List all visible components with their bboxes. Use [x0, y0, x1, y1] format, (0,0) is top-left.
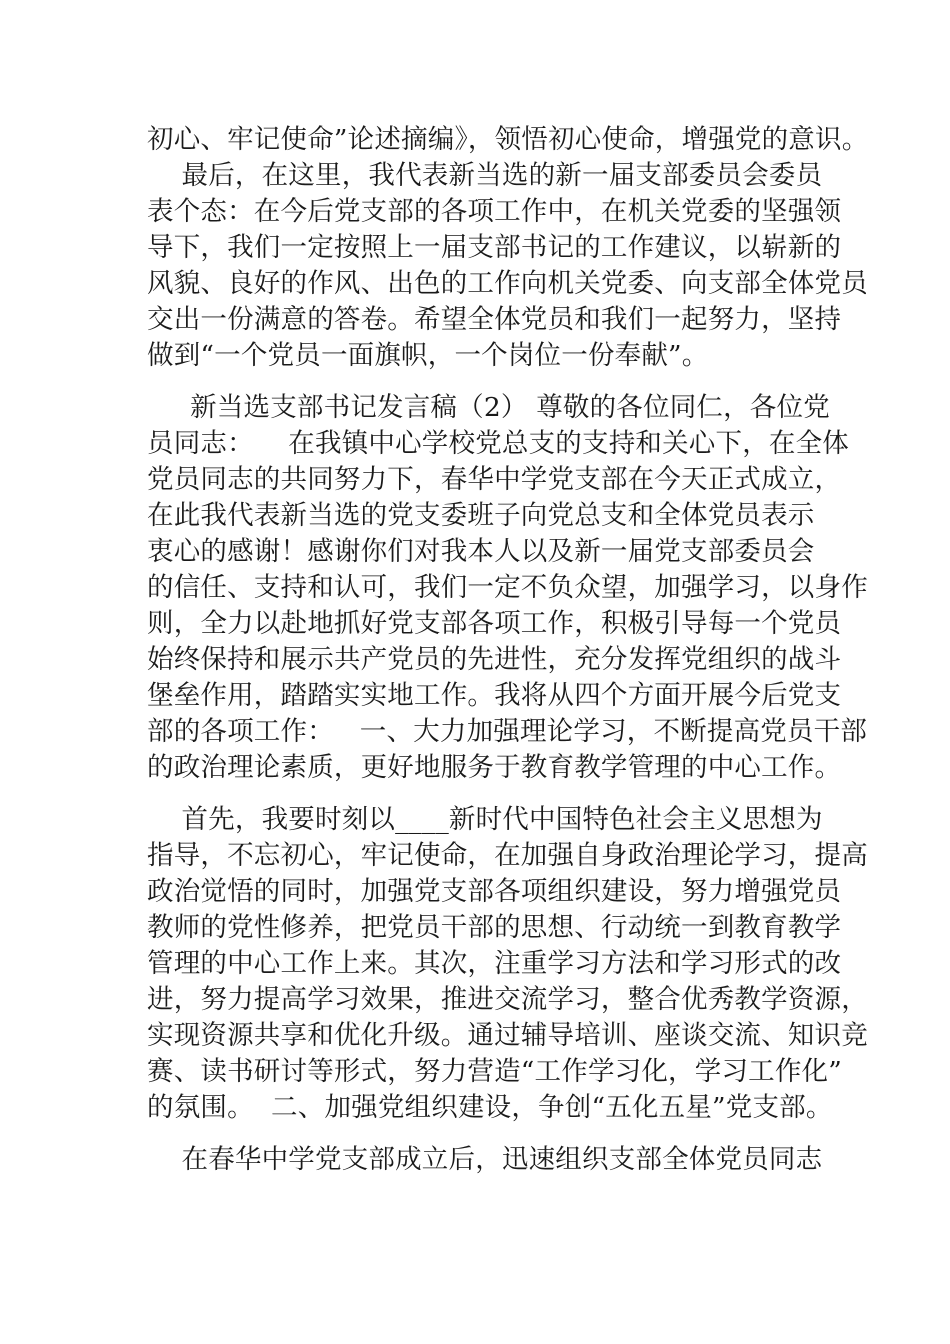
text-line: 最后，在这里，我代表新当选的新一届支部委员会委员: [147, 160, 823, 191]
section-heading-line: 新当选支部书记发言稿（2） 尊敬的各位同仁，各位党: [147, 392, 830, 423]
text-line: 堡垒作用，踏踏实实地工作。我将从四个方面开展今后党支: [147, 680, 842, 711]
text-line: 的信任、支持和认可，我们一定不负众望，加强学习，以身作: [147, 572, 868, 603]
text-line: 赛、读书研讨等形式，努力营造“工作学习化，学习工作化”: [147, 1056, 842, 1087]
text-line: 交出一份满意的答卷。希望全体党员和我们一起努力，坚持: [147, 304, 842, 335]
text-line: 衷心的感谢！感谢你们对我本人以及新一届党支部委员会: [147, 536, 815, 567]
text-line: 实现资源共享和优化升级。通过辅导培训、座谈交流、知识竞: [147, 1020, 868, 1051]
text-line: 教师的党性修养，把党员干部的思想、行动统一到教育教学: [147, 912, 842, 943]
text-line: 员同志： 在我镇中心学校党总支的支持和关心下，在全体: [147, 428, 849, 459]
text-line: 则，全力以赴地抓好党支部各项工作，积极引导每一个党员: [147, 608, 842, 639]
text-line: 始终保持和展示共产党员的先进性，充分发挥党组织的战斗: [147, 644, 842, 675]
text-line: 指导，不忘初心，牢记使命，在加强自身政治理论学习，提高: [147, 840, 868, 871]
text-line: 在此我代表新当选的党支委班子向党总支和全体党员表示: [147, 500, 815, 531]
text-line: 管理的中心工作上来。其次，注重学习方法和学习形式的改: [147, 948, 842, 979]
text-line: 进，努力提高学习效果，推进交流学习，整合优秀教学资源，: [147, 984, 868, 1015]
text-line: 表个态：在今后党支部的各项工作中，在机关党委的坚强领: [147, 196, 842, 227]
text-line: 风貌、良好的作风、出色的工作向机关党委、向支部全体党员: [147, 268, 868, 299]
text-line: 做到“一个党员一面旗帜，一个岗位一份奉献”。: [147, 340, 709, 371]
text-line: 政治觉悟的同时，加强党支部各项组织建设，努力增强党员: [147, 876, 842, 907]
text-line: 党员同志的共同努力下，春华中学党支部在今天正式成立，: [147, 464, 842, 495]
text-line: 部的各项工作： 一、大力加强理论学习，不断提高党员干部: [147, 716, 868, 747]
text-line: 在春华中学党支部成立后，迅速组织支部全体党员同志: [147, 1144, 823, 1175]
text-line: 导下，我们一定按照上一届支部书记的工作建议，以崭新的: [147, 232, 842, 263]
text-line: 首先，我要时刻以____新时代中国特色社会主义思想为: [147, 804, 823, 835]
text-line: 的政治理论素质，更好地服务于教育教学管理的中心工作。: [147, 752, 842, 783]
text-line: 的氛围。 二、加强党组织建设，争创“五化五星”党支部。: [147, 1092, 833, 1123]
text-line: 初心、牢记使命”论述摘编》，领悟初心使命，增强党的意识。: [147, 124, 869, 155]
